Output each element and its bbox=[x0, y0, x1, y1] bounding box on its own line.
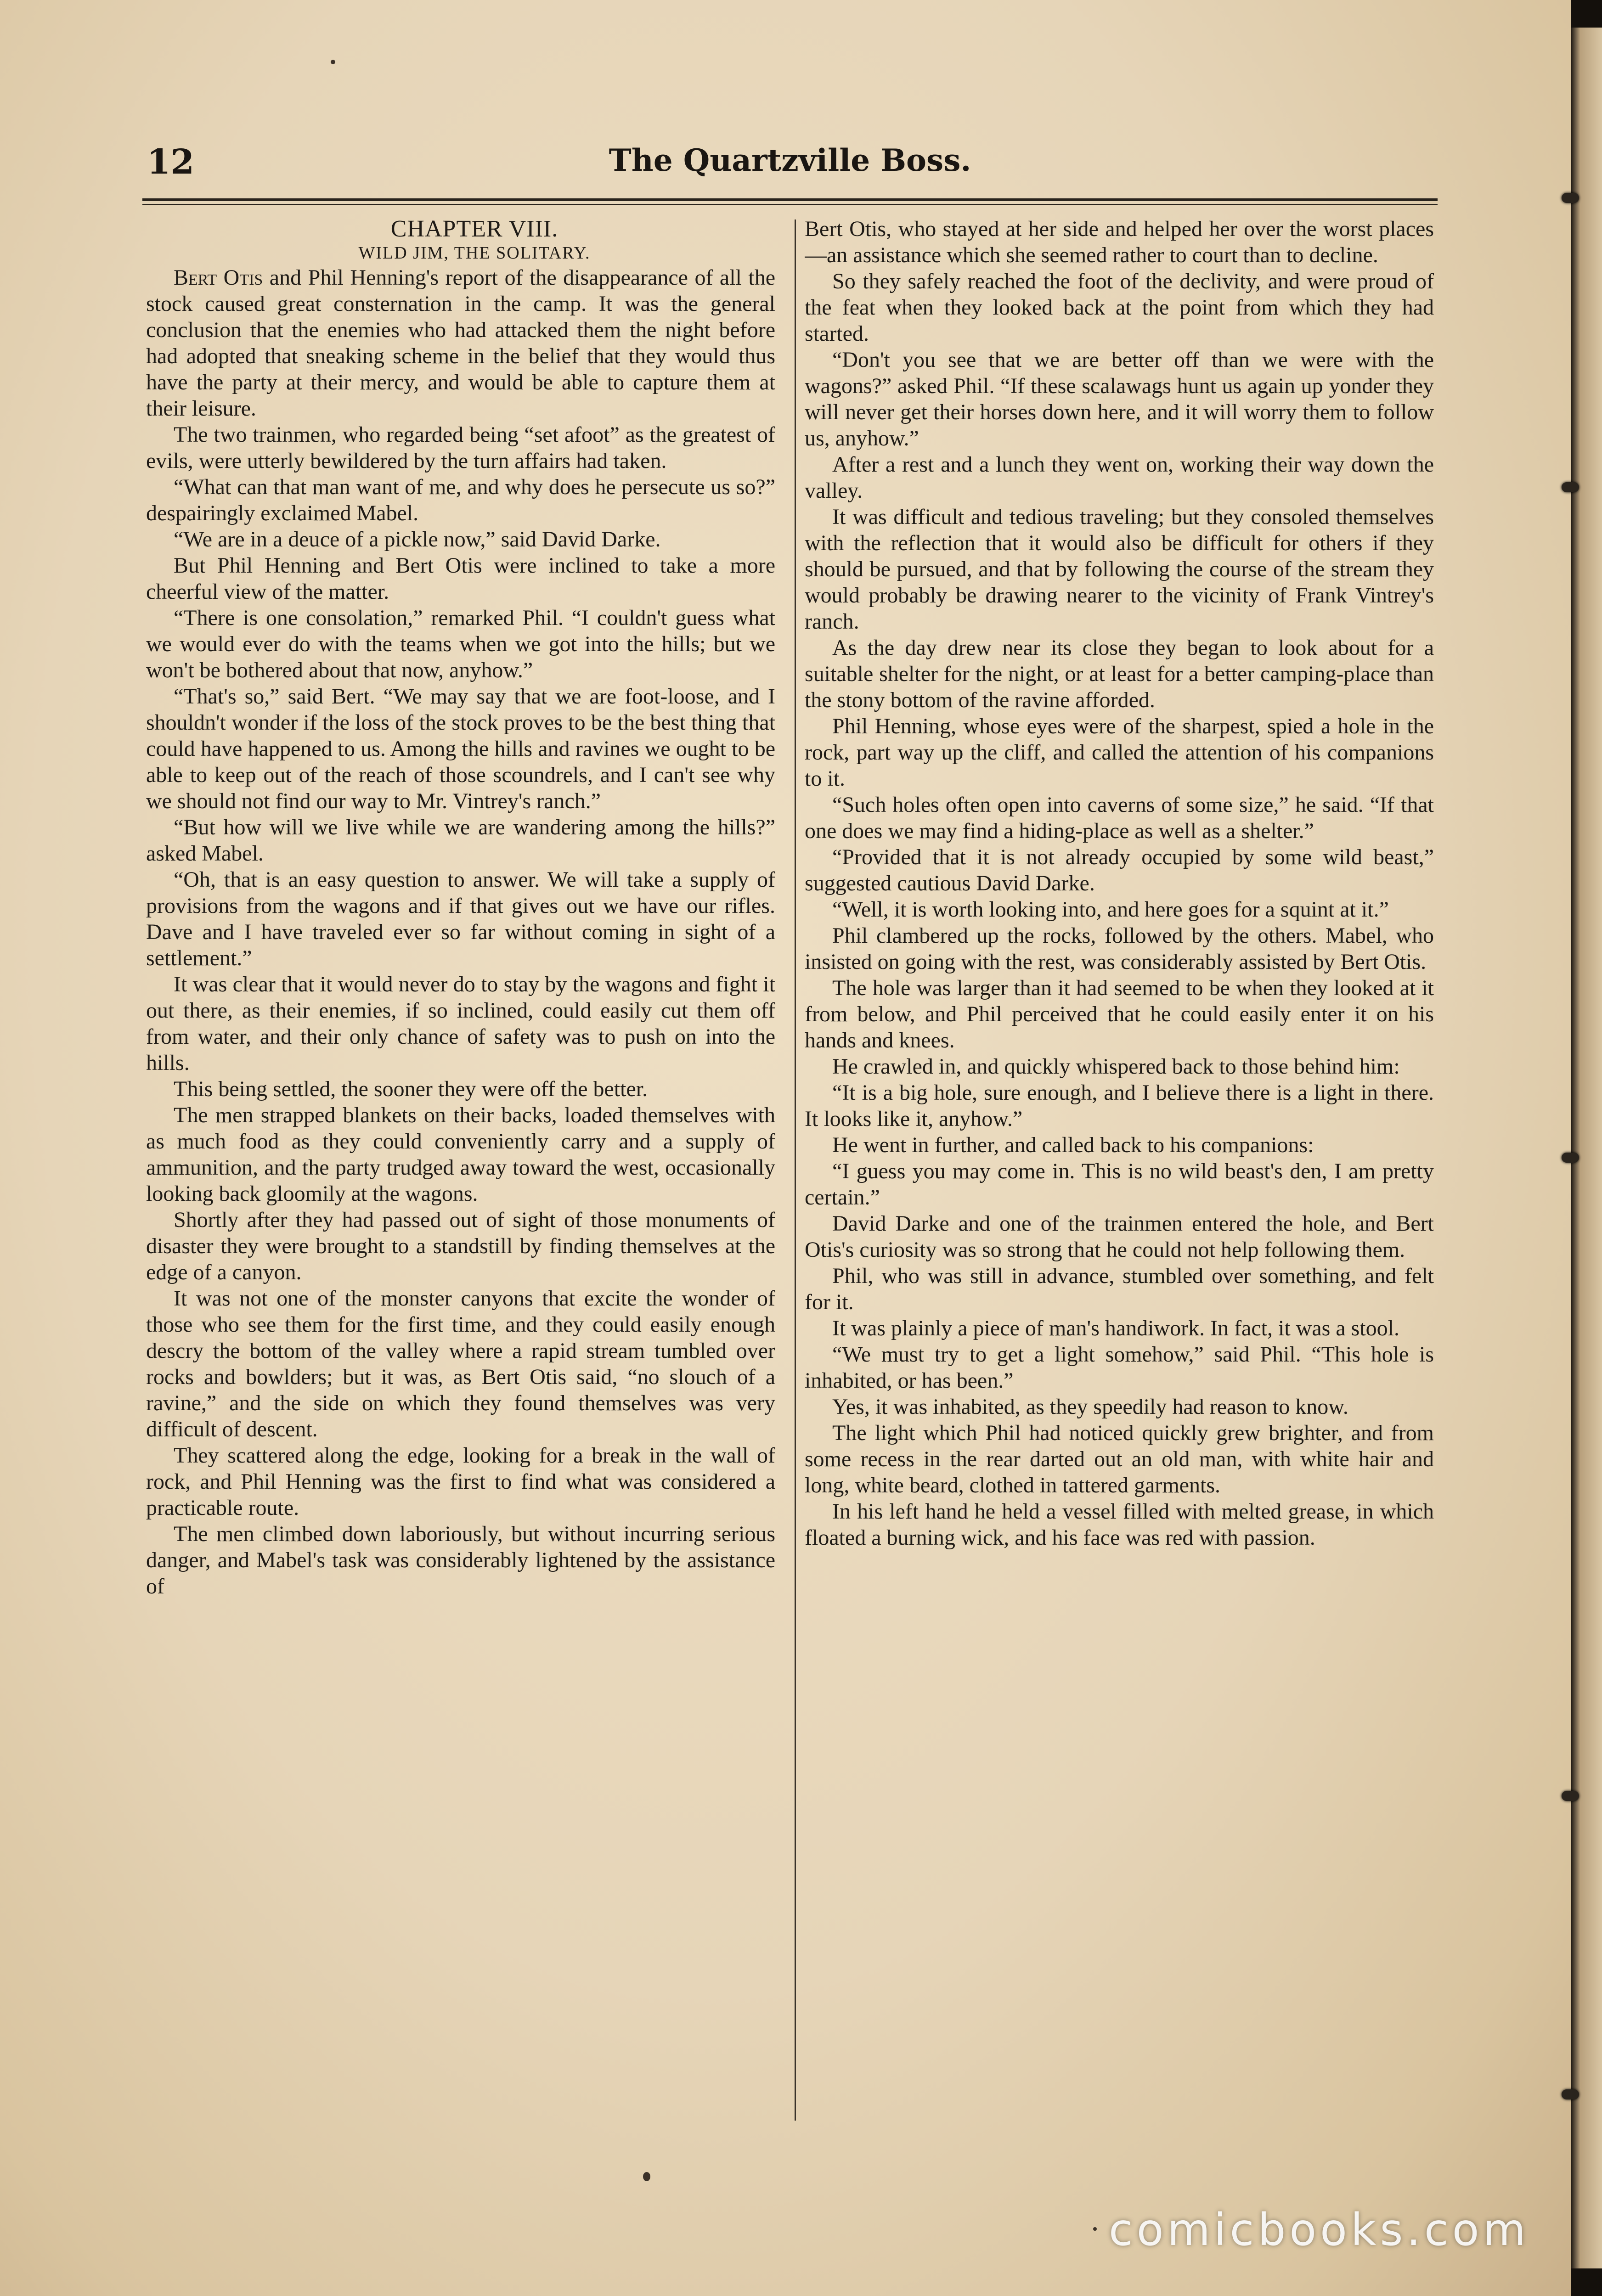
paragraph: This being settled, the sooner they were off the better. bbox=[174, 1077, 648, 1101]
paragraph: David Darke and one of the trainmen entered the hole, and Bert Otis's curiosity was so strong that he could not help following them. bbox=[805, 1211, 1434, 1262]
paragraph: Bert Otis, who stayed at her side and helped her over the worst places—an assistance which she seemed rather to court than to decline. bbox=[805, 217, 1434, 267]
staple-hole bbox=[1562, 2089, 1579, 2099]
chapter-subtitle: WILD JIM, THE SOLITARY. bbox=[358, 243, 591, 263]
paragraph: Shortly after they had passed out of sight of those monuments of disaster they were brought to a standstill by finding themselves at the edge of a canyon. bbox=[146, 1208, 775, 1284]
paragraph: The men strapped blankets on their backs, loaded themselves with as much food as they could conveniently carry and a supply of ammunition, and the party trudged away toward the west, occasionally looking back gloomily at the wagons. bbox=[146, 1103, 775, 1206]
paragraph: They scattered along the edge, looking for a break in the wall of rock, and Phil Henning was the first to find what was considered a practicable route. bbox=[146, 1443, 775, 1520]
adjacent-page-edge bbox=[1571, 28, 1602, 2268]
paragraph: “Such holes often open into caverns of some size,” he said. “If that one does we may find a hiding-place as well as a shelter.” bbox=[805, 793, 1434, 843]
paragraph: “We are in a deuce of a pickle now,” said David Darke. bbox=[174, 527, 661, 551]
paragraph: He went in further, and called back to his companions: bbox=[832, 1133, 1314, 1157]
staple-hole bbox=[1562, 1791, 1579, 1801]
paragraph: “We must try to get a light somehow,” said Phil. “This hole is inhabited, or has been.” bbox=[805, 1342, 1434, 1393]
column-rule bbox=[795, 219, 796, 2121]
paragraph: “Well, it is worth looking into, and here goes for a squint at it.” bbox=[832, 897, 1389, 922]
running-head bbox=[147, 138, 1433, 188]
paragraph: After a rest and a lunch they went on, working their way down the valley. bbox=[805, 452, 1434, 503]
paragraph: “Don't you see that we are better off than we were with the wagons?” asked Phil. “If these scalawags hunt us again up yonder they will never get their horses down here, and it will worry them to follow us, anyhow.” bbox=[805, 348, 1434, 450]
paragraph: The hole was larger than it had seemed to be when they looked at it from below, and Phil perceived that he could easily enter it on his hands and knees. bbox=[805, 976, 1434, 1052]
paper-speck bbox=[331, 60, 335, 64]
paragraph: It was clear that it would never do to stay by the wagons and fight it out there, as their enemies, if so inclined, could easily cut them off from water, and their only chance of safety was to push on into the hills. bbox=[146, 972, 775, 1075]
paragraph: “But how will we live while we are wandering among the hills?” asked Mabel. bbox=[146, 815, 775, 866]
publication-title: The Quartzville Boss. bbox=[609, 142, 971, 178]
paragraph: The two trainmen, who regarded being “set afoot” as the greatest of evils, were utterly bewildered by the turn affairs had taken. bbox=[146, 422, 775, 473]
paragraph: Yes, it was inhabited, as they speedily had reason to know. bbox=[832, 1395, 1348, 1419]
paragraph: Phil Henning, whose eyes were of the sharpest, spied a hole in the rock, part way up the cliff, and called the attention of his companions to it. bbox=[805, 714, 1434, 791]
page-number: 12 bbox=[147, 142, 194, 182]
paragraph: He crawled in, and quickly whispered back to those behind him: bbox=[832, 1054, 1400, 1079]
staple-hole bbox=[1562, 193, 1579, 203]
paragraph: Phil clambered up the rocks, followed by the others. Mabel, who insisted on going with the rest, was considerably assisted by Bert Otis. bbox=[805, 923, 1434, 974]
paragraph: “Provided that it is not already occupied by some wild beast,” suggested cautious David Darke. bbox=[805, 845, 1434, 895]
paragraph: As the day drew near its close they began to look about for a suitable shelter for the night, or at least for a better camping-place than the stony bottom of the ravine afforded. bbox=[805, 636, 1434, 712]
paragraph: “That's so,” said Bert. “We may say that we are foot-loose, and I shouldn't wonder if the loss of the stock proves to be the best thing that could have happened to us. Among the hills and ravines we ought to be able to keep out of the reach of those scoundrels, and I can't see why we should not find our way to Mr. Vintrey's ranch.” bbox=[146, 684, 775, 813]
text-column-right bbox=[805, 216, 1434, 2122]
paragraph: So they safely reached the foot of the declivity, and were proud of the feat when they looked back at the point from which they had started. bbox=[805, 269, 1434, 346]
paragraph: The light which Phil had noticed quickly grew brighter, and from some recess in the rear darted out an old man, with white hair and long, white beard, clothed in tattered garments. bbox=[805, 1421, 1434, 1497]
paragraph: Phil, who was still in advance, stumbled over something, and felt for it. bbox=[805, 1264, 1434, 1314]
watermark: comicbooks.com bbox=[1108, 2204, 1529, 2256]
header-rule bbox=[142, 198, 1438, 205]
paragraph: The men climbed down laboriously, but without incurring serious danger, and Mabel's task was considerably lightened by the assistance of bbox=[146, 1522, 775, 1598]
paper-speck bbox=[1093, 2227, 1097, 2231]
paragraph-text: and Phil Henning's report of the disappearance of all the stock caused great consternation in the camp. It was the general conclusion that the enemies who had attacked them the night before had adopted that sneaking scheme in the belief that they would thus have the party at their mercy, and would be able to capture them at their leisure. bbox=[146, 265, 775, 421]
staple-hole bbox=[1562, 482, 1579, 492]
paragraph: “I guess you may come in. This is no wild beast's den, I am pretty certain.” bbox=[805, 1159, 1434, 1210]
paragraph: It was difficult and tedious traveling; but they consoled themselves with the reflection that it would also be difficult for others if they should be pursued, and that by following the course of the stream they would probably be drawing nearer to the vicinity of Frank Vintrey's ranch. bbox=[805, 505, 1434, 634]
staple-hole bbox=[1562, 1153, 1579, 1163]
chapter-heading: CHAPTER VIII. bbox=[390, 216, 558, 242]
paragraph: In his left hand he held a vessel filled with melted grease, in which floated a burning wick, and his face was red with passion. bbox=[805, 1499, 1434, 1550]
paragraph: It was not one of the monster canyons that excite the wonder of those who see them for the first time, and they could easily enough descry the bottom of the valley where a rapid stream tumbled over rocks and bowlders; but it was, as Bert Otis said, “no slouch of a ravine,” and the side on which they found themselves was very difficult of descent. bbox=[146, 1286, 775, 1441]
paragraph: But Phil Henning and Bert Otis were inclined to take a more cheerful view of the matter. bbox=[146, 553, 775, 604]
paragraph: “What can that man want of me, and why does he persecute us so?” despairingly exclaimed Mabel. bbox=[146, 475, 775, 525]
paragraph: “It is a big hole, sure enough, and I believe there is a light in there. It looks like it, anyhow.” bbox=[805, 1080, 1434, 1131]
paragraph bbox=[146, 264, 775, 422]
paragraph: “There is one consolation,” remarked Phil. “I couldn't guess what we would ever do with the teams when we got into the hills; but we won't be bothered about that now, anyhow.” bbox=[146, 606, 775, 682]
paragraph: It was plainly a piece of man's handiwork. In fact, it was a stool. bbox=[832, 1316, 1399, 1340]
text-column-left bbox=[146, 216, 775, 2122]
paragraph: “Oh, that is an easy question to answer. We will take a supply of provisions from the wagons and if that gives out we have our rifles. Dave and I have traveled ever so far without coming in sight of a settlement.” bbox=[146, 867, 775, 970]
paper-speck bbox=[643, 2172, 650, 2181]
lead-words: Bert Otis bbox=[174, 265, 263, 290]
